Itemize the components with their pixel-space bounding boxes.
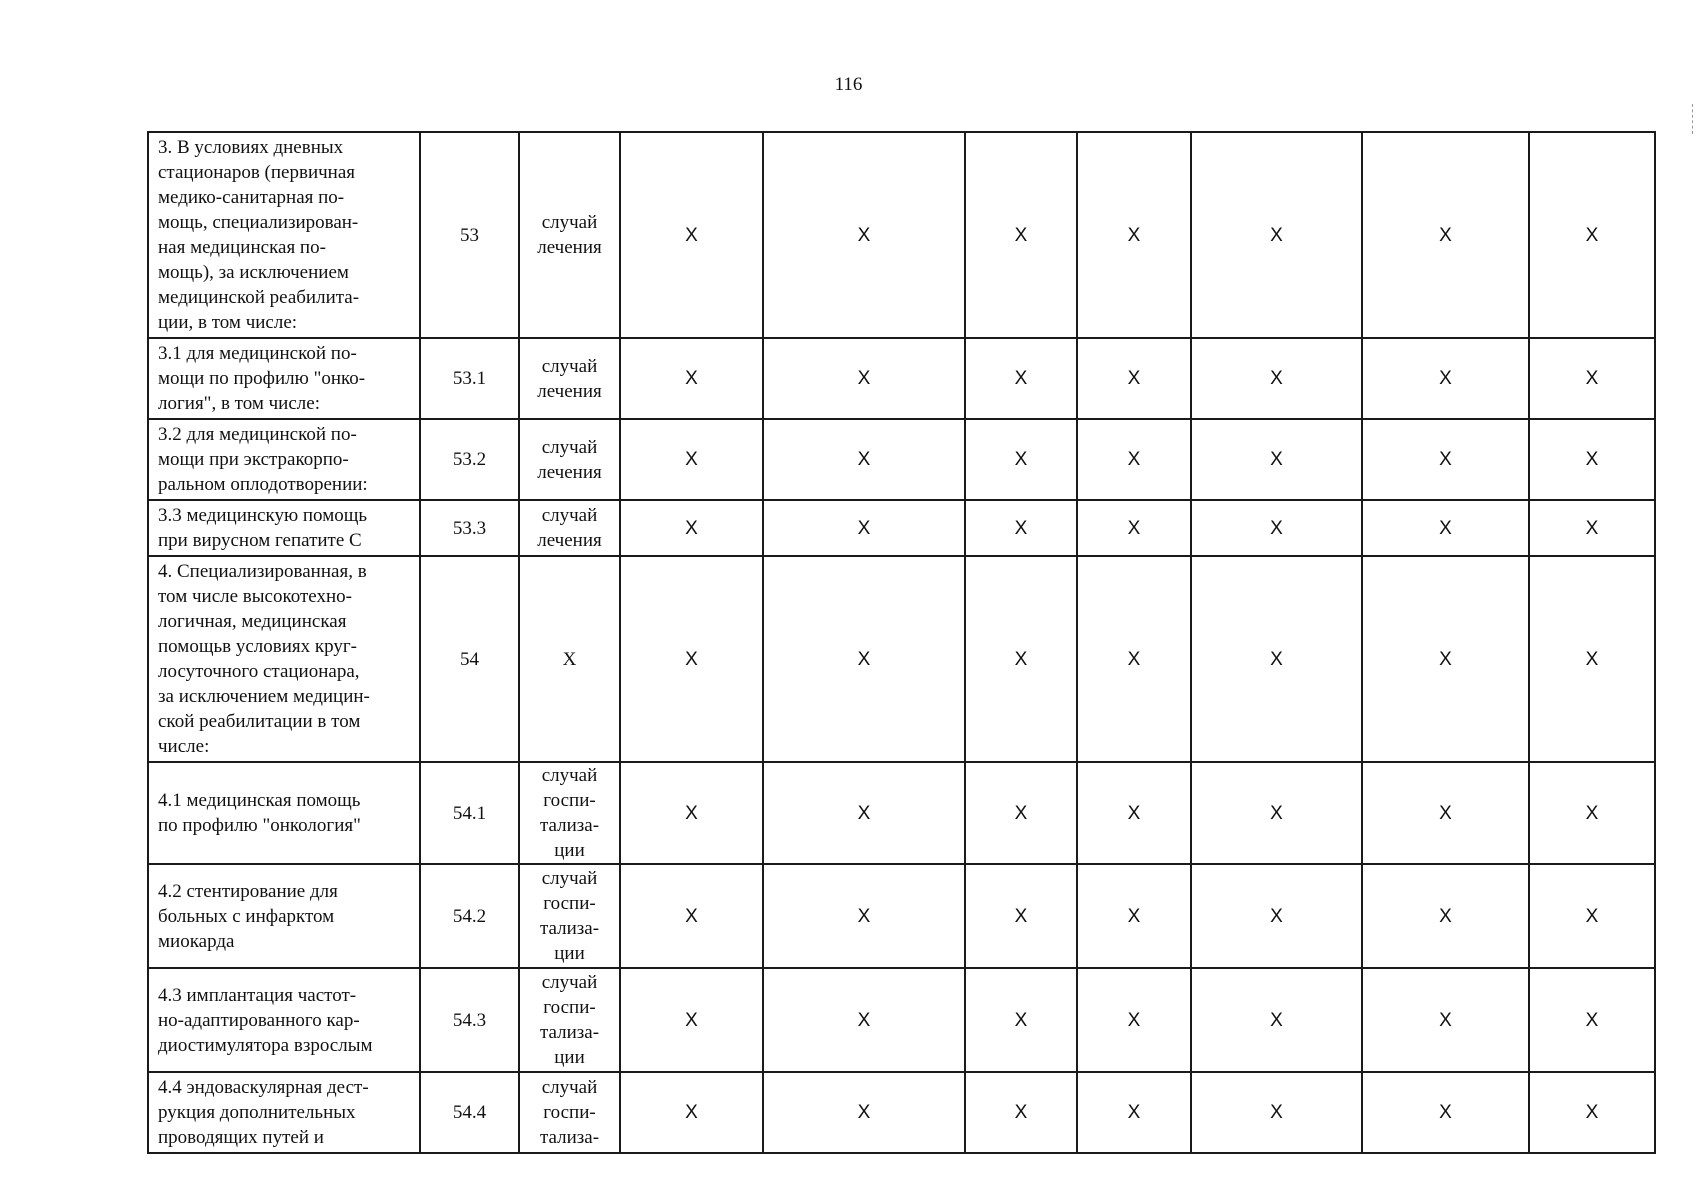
row-value-cell: X (965, 500, 1077, 556)
row-name-line: за исключением медицин- (158, 686, 370, 707)
row-unit-cell (519, 762, 620, 864)
row-value-cell: X (1362, 132, 1529, 338)
data-table-wrapper (147, 131, 1656, 1154)
row-value-cell: X (965, 132, 1077, 338)
row-unit-line: X (562, 648, 577, 670)
row-name-line: ской реабилитации в том (158, 711, 361, 732)
row-value-cell: X (1191, 968, 1362, 1072)
row-value-cell: X (965, 419, 1077, 500)
row-value-cell: X (965, 968, 1077, 1072)
row-value-cell: X (1077, 968, 1191, 1072)
table-row (148, 500, 1655, 556)
row-name-line: по профилю "онкология" (158, 815, 361, 836)
row-value-cell: X (1362, 419, 1529, 500)
row-value-cell: X (1362, 864, 1529, 968)
row-unit-line: ции (554, 1047, 585, 1068)
row-value-cell: X (1362, 500, 1529, 556)
row-name-line: 3. В условиях дневных (158, 137, 344, 158)
row-value-cell: X (763, 419, 965, 500)
row-value-cell: X (1077, 500, 1191, 556)
data-table (147, 131, 1656, 1154)
table-row (148, 132, 1655, 338)
row-name-line: но-адаптированного кар- (158, 1009, 360, 1031)
row-name-line: 3.1 для медицинской по- (158, 343, 357, 364)
row-value-cell: X (763, 968, 965, 1072)
row-unit-line: тализа- (539, 815, 600, 836)
row-unit-line: случай (541, 972, 598, 993)
table-row (148, 864, 1655, 968)
row-name-cell (148, 1072, 420, 1153)
row-value-cell: X (620, 132, 763, 338)
table-row (148, 338, 1655, 419)
row-unit-cell (519, 864, 620, 968)
row-number-cell: 53.2 (420, 419, 519, 500)
row-name-line: числе: (158, 736, 210, 757)
row-number-cell: 54.4 (420, 1072, 519, 1153)
row-name-line: 4. Специализированная, в (158, 561, 367, 582)
row-unit-line: случай (541, 355, 598, 377)
row-name-line: логичная, медицинская (158, 611, 347, 632)
row-name-line: при вирусном гепатите С (158, 530, 362, 551)
table-body (148, 132, 1655, 1153)
row-value-cell: X (620, 419, 763, 500)
row-value-cell: X (1191, 864, 1362, 968)
row-name-line: 3.3 медицинскую помощь (158, 505, 368, 526)
row-unit-line: тализа- (539, 918, 600, 939)
row-value-cell: X (763, 500, 965, 556)
row-name-line: медицинской реабилита- (158, 287, 360, 308)
row-name-line: мощи по профилю "онко- (158, 368, 366, 389)
table-row (148, 419, 1655, 500)
row-unit-line: случай (541, 1077, 598, 1098)
row-number-cell: 54.3 (420, 968, 519, 1072)
row-unit-cell (519, 419, 620, 500)
row-value-cell: X (1529, 132, 1655, 338)
row-name-line: мощь), за исключением (158, 262, 349, 283)
row-value-cell: X (763, 1072, 965, 1153)
row-value-cell: X (763, 132, 965, 338)
row-name-cell (148, 968, 420, 1072)
row-value-cell: X (763, 338, 965, 419)
row-name-line: логия", в том числе: (158, 393, 320, 414)
row-unit-line: случай (541, 765, 598, 786)
row-name-line: мощи при экстракорпо- (158, 449, 349, 470)
row-value-cell: X (1362, 556, 1529, 762)
row-name-cell (148, 419, 420, 500)
row-value-cell: X (1362, 1072, 1529, 1153)
row-value-cell: X (763, 864, 965, 968)
row-value-cell: X (1529, 968, 1655, 1072)
row-name-cell (148, 864, 420, 968)
row-value-cell: X (620, 762, 763, 864)
row-value-cell: X (1077, 338, 1191, 419)
row-unit-line: госпи- (543, 790, 596, 811)
row-value-cell: X (1077, 864, 1191, 968)
row-unit-cell (519, 968, 620, 1072)
row-number-cell: 54.2 (420, 864, 519, 968)
row-value-cell: X (965, 864, 1077, 968)
row-value-cell: X (1191, 762, 1362, 864)
row-value-cell: X (1077, 1072, 1191, 1153)
row-name-line: 3.2 для медицинской по- (158, 424, 357, 445)
row-name-line: мощь, специализирован- (158, 212, 359, 233)
row-name-cell (148, 762, 420, 864)
row-name-line: миокарда (158, 930, 235, 952)
row-value-cell: X (1362, 762, 1529, 864)
row-unit-cell (519, 500, 620, 556)
row-value-cell: X (763, 762, 965, 864)
row-unit-cell (519, 132, 620, 338)
row-value-cell: X (763, 556, 965, 762)
row-name-cell (148, 556, 420, 762)
table-row (148, 762, 1655, 864)
row-name-line: лосуточного стационара, (158, 661, 360, 682)
row-unit-line: случай (541, 505, 598, 526)
row-value-cell: X (965, 1072, 1077, 1153)
row-unit-line: лечения (537, 530, 602, 551)
row-unit-line: случай (541, 212, 598, 233)
row-name-line: стационаров (первичная (158, 162, 356, 183)
row-unit-line: ции (554, 943, 585, 964)
row-value-cell: X (1191, 132, 1362, 338)
row-name-line: 4.1 медицинская помощь (158, 790, 361, 811)
row-name-line: ральном оплодотворении: (158, 474, 368, 495)
row-value-cell: X (1077, 762, 1191, 864)
row-value-cell: X (1191, 338, 1362, 419)
row-name-line: рукция дополнительных (158, 1102, 356, 1123)
row-value-cell: X (1362, 968, 1529, 1072)
row-unit-line: тализа- (539, 1127, 600, 1148)
row-name-line: помощьв условиях круг- (158, 636, 357, 657)
row-value-cell: X (620, 556, 763, 762)
page-number: 116 (834, 74, 863, 95)
row-value-cell: X (1077, 556, 1191, 762)
row-value-cell: X (1529, 864, 1655, 968)
row-value-cell: X (1077, 419, 1191, 500)
row-value-cell: X (620, 968, 763, 1072)
row-unit-line: тализа- (539, 1022, 600, 1043)
table-row (148, 556, 1655, 762)
row-value-cell: X (1529, 1072, 1655, 1153)
row-name-cell (148, 500, 420, 556)
row-value-cell: X (1191, 500, 1362, 556)
row-value-cell: X (965, 338, 1077, 419)
row-name-line: больных с инфарктом (158, 905, 335, 927)
row-value-cell: X (1529, 500, 1655, 556)
row-value-cell: X (1529, 338, 1655, 419)
row-value-cell: X (965, 556, 1077, 762)
row-name-line: ная медицинская по- (158, 237, 326, 258)
row-unit-cell (519, 556, 620, 762)
row-number-cell: 54.1 (420, 762, 519, 864)
row-unit-line: госпи- (543, 997, 596, 1018)
row-unit-line: лечения (537, 461, 602, 483)
row-unit-line: лечения (537, 237, 602, 258)
row-name-line: 4.2 стентирование для (158, 880, 338, 902)
row-number-cell: 54 (420, 556, 519, 762)
row-name-line: 4.3 имплантация частот- (158, 984, 357, 1006)
row-value-cell: X (1191, 556, 1362, 762)
row-unit-line: госпи- (543, 893, 596, 914)
row-name-line: 4.4 эндоваскулярная дест- (158, 1077, 369, 1098)
row-value-cell: X (620, 1072, 763, 1153)
row-unit-line: ции (554, 840, 585, 861)
row-value-cell: X (620, 500, 763, 556)
row-number-cell: 53 (420, 132, 519, 338)
row-value-cell: X (1077, 132, 1191, 338)
scan-margin-mark (1692, 104, 1697, 134)
row-name-line: медико-санитарная по- (158, 187, 345, 208)
row-value-cell: X (620, 864, 763, 968)
row-unit-line: случай (541, 436, 598, 458)
row-unit-line: лечения (537, 380, 602, 402)
table-row (148, 968, 1655, 1072)
row-value-cell: X (1529, 762, 1655, 864)
row-unit-cell (519, 338, 620, 419)
row-unit-line: случай (541, 868, 598, 889)
row-value-cell: X (1191, 1072, 1362, 1153)
row-number-cell: 53.1 (420, 338, 519, 419)
row-unit-cell (519, 1072, 620, 1153)
row-value-cell: X (1362, 338, 1529, 419)
row-value-cell: X (1191, 419, 1362, 500)
row-name-line: ции, в том числе: (158, 312, 298, 333)
row-value-cell: X (1529, 419, 1655, 500)
row-name-line: том числе высокотехно- (158, 586, 352, 607)
row-number-cell: 53.3 (420, 500, 519, 556)
table-row (148, 1072, 1655, 1153)
row-unit-line: госпи- (543, 1102, 596, 1123)
row-name-line: проводящих путей и (158, 1127, 324, 1148)
row-name-cell (148, 132, 420, 338)
row-value-cell: X (965, 762, 1077, 864)
row-name-line: диостимулятора взрослым (158, 1034, 373, 1056)
row-value-cell: X (620, 338, 763, 419)
row-name-cell (148, 338, 420, 419)
row-value-cell: X (1529, 556, 1655, 762)
